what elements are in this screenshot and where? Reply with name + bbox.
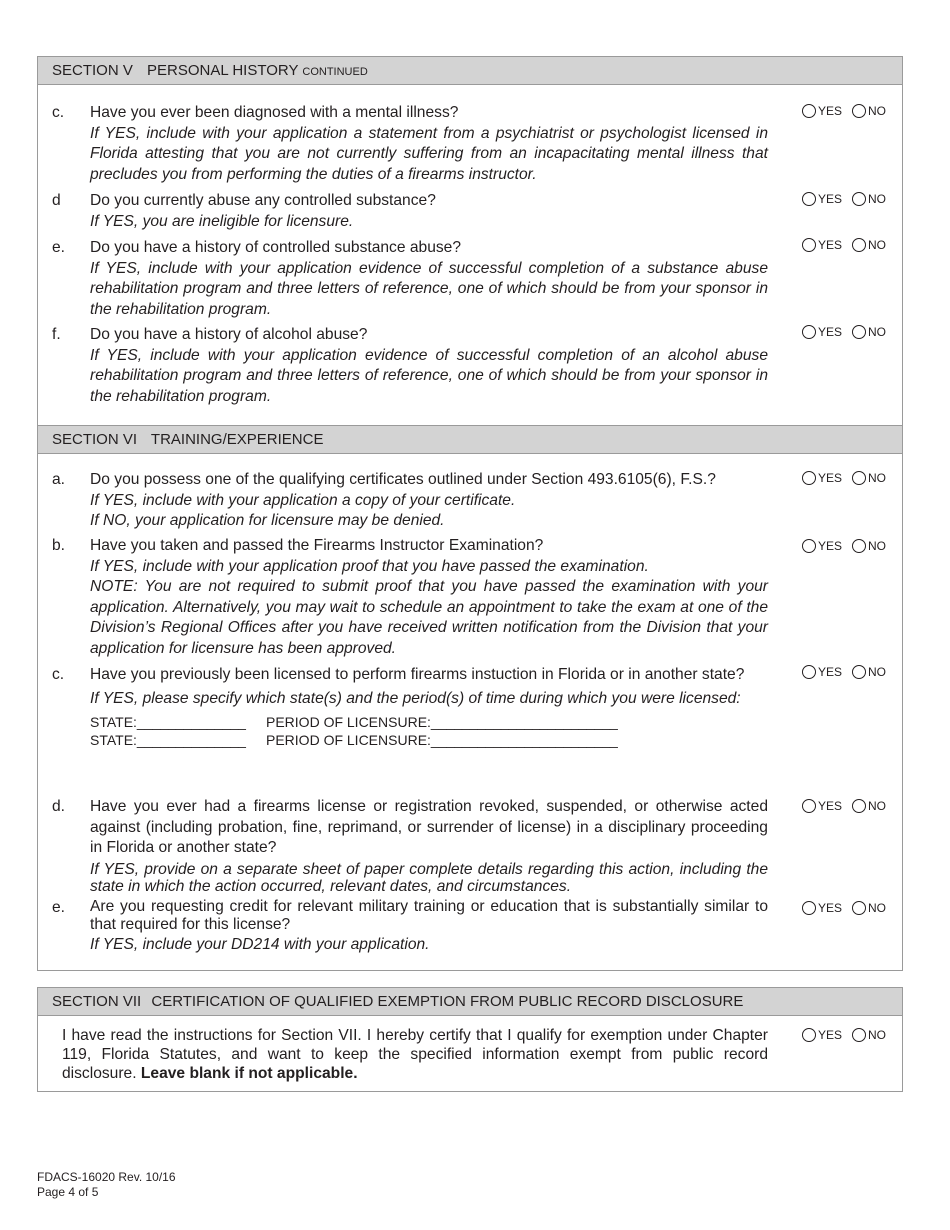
question-note: NOTE: You are not required to submit proof that you have passed the examination with your application. Alternatively, you may wait to schedule an appointment to take the exam at one of the Division’s Regional Offices after you have received written notification from the Division that your application for licensure has been approved. bbox=[90, 578, 768, 657]
yes-radio[interactable] bbox=[802, 104, 816, 118]
yes-radio[interactable] bbox=[802, 325, 816, 339]
period-field[interactable]: PERIOD OF LICENSURE:________________________ bbox=[266, 714, 618, 730]
question-letter: a. bbox=[52, 471, 66, 488]
question-note: If YES, include with your application a copy of your certificate. bbox=[90, 491, 516, 509]
question-letter: b. bbox=[52, 537, 66, 554]
yes-label: YES bbox=[818, 665, 843, 679]
question-text: Do you have a history of alcohol abuse? bbox=[90, 326, 368, 343]
no-label: NO bbox=[868, 192, 887, 206]
yes-no-v-e bbox=[802, 237, 886, 253]
form-number: FDACS-16020 Rev. 10/16 bbox=[37, 1170, 176, 1184]
question-text: Have you ever been diagnosed with a mental illness? bbox=[90, 104, 459, 121]
no-label: NO bbox=[868, 539, 887, 553]
question-text: Do you possess one of the qualifying certificates outlined under Section 493.6105(6), F.S.? bbox=[90, 471, 716, 488]
question-note: If YES, provide on a separate sheet of paper complete details regarding this action, including the state in which the action occurred, relevant dates, and circumstances. bbox=[90, 860, 768, 895]
state-field[interactable]: STATE:______________ bbox=[90, 732, 246, 748]
yes-radio[interactable] bbox=[802, 471, 816, 485]
yes-label: YES bbox=[818, 238, 843, 252]
yes-radio[interactable] bbox=[802, 799, 816, 813]
question-text: Do you have a history of controlled substance abuse? bbox=[90, 239, 462, 256]
licensure-row-1[interactable] bbox=[90, 712, 768, 732]
question-note: If YES, you are ineligible for licensure. bbox=[90, 212, 354, 230]
yes-radio[interactable] bbox=[802, 901, 816, 915]
question-text: Are you requesting credit for relevant military training or education that is substantially similar to that required for this license? bbox=[90, 898, 768, 933]
question-note: If YES, include with your application a statement from a psychiatrist or psychologist licensed in Florida attesting that you are not currently suffering from an incapacitating mental illness that precludes you from performing the duties of a firearms instructor. bbox=[90, 124, 768, 183]
yes-no-vi-d bbox=[802, 798, 886, 814]
question-text: Do you currently abuse any controlled substance? bbox=[90, 192, 436, 209]
no-radio[interactable] bbox=[852, 325, 866, 339]
no-radio[interactable] bbox=[852, 104, 866, 118]
question-note: If YES, include with your application evidence of successful completion of a substance abuse rehabilitation program and three letters of reference, one of which should be from your sponsor in the rehabilitation program. bbox=[90, 259, 768, 318]
section-vii-header bbox=[37, 987, 903, 1016]
section-title: TRAINING/EXPERIENCE bbox=[150, 431, 324, 448]
licensure-row-2[interactable] bbox=[90, 730, 768, 750]
section-vi-header bbox=[37, 425, 903, 454]
question-letter: c. bbox=[52, 104, 65, 121]
question-note: If NO, your application for licensure may be denied. bbox=[90, 512, 445, 529]
question-letter: d bbox=[52, 192, 61, 209]
no-radio[interactable] bbox=[852, 471, 866, 485]
yes-no-v-d bbox=[802, 191, 886, 207]
question-note: If YES, please specify which state(s) and the period(s) of time during which you were licensed: bbox=[90, 689, 741, 707]
no-label: NO bbox=[868, 104, 887, 118]
question-text: Have you previously been licensed to perform firearms instuction in Florida or in another state? bbox=[90, 666, 745, 683]
question-note: If YES, include with your application proof that you have passed the examination. bbox=[90, 557, 649, 575]
question-letter: c. bbox=[52, 666, 65, 683]
no-label: NO bbox=[868, 665, 887, 679]
yes-no-vi-e bbox=[802, 900, 886, 916]
page-number: Page 4 of 5 bbox=[37, 1185, 99, 1199]
question-letter: e. bbox=[52, 899, 66, 916]
no-label: NO bbox=[868, 799, 887, 813]
no-radio[interactable] bbox=[852, 539, 866, 553]
yes-no-vi-c bbox=[802, 664, 886, 680]
question-vi-b bbox=[52, 536, 768, 659]
yes-label: YES bbox=[818, 1028, 843, 1042]
section-number: SECTION V bbox=[52, 62, 133, 79]
yes-radio[interactable] bbox=[802, 665, 816, 679]
yes-label: YES bbox=[818, 799, 843, 813]
no-radio[interactable] bbox=[852, 799, 866, 813]
question-note: If YES, include your DD214 with your application. bbox=[90, 936, 430, 953]
yes-label: YES bbox=[818, 104, 843, 118]
question-letter: e. bbox=[52, 239, 66, 256]
question-v-f bbox=[52, 325, 768, 407]
yes-radio[interactable] bbox=[802, 192, 816, 206]
yes-no-vii bbox=[802, 1027, 886, 1043]
question-vi-a bbox=[52, 470, 768, 532]
yes-label: YES bbox=[818, 471, 843, 485]
certification-instruction: Leave blank if not applicable. bbox=[140, 1065, 358, 1082]
question-letter: f. bbox=[52, 326, 61, 343]
no-label: NO bbox=[868, 325, 887, 339]
yes-no-vi-b bbox=[802, 538, 886, 554]
question-text: Have you ever had a firearms license or registration revoked, suspended, or otherwise acted against (including probation, fine, reprimand, or surrender of license) in a disciplinary proceeding in Florida or another state? bbox=[90, 798, 768, 856]
no-radio[interactable] bbox=[852, 1028, 866, 1042]
yes-no-v-c bbox=[802, 103, 886, 119]
yes-radio[interactable] bbox=[802, 238, 816, 252]
no-label: NO bbox=[868, 1028, 887, 1042]
question-text: Have you taken and passed the Firearms Instructor Examination? bbox=[90, 537, 544, 554]
section-number: SECTION VII bbox=[52, 993, 142, 1010]
question-letter: d. bbox=[52, 798, 66, 815]
no-radio[interactable] bbox=[852, 192, 866, 206]
question-vi-d bbox=[52, 797, 768, 895]
question-v-c bbox=[52, 103, 768, 185]
yes-no-vi-a bbox=[802, 470, 886, 486]
yes-no-v-f bbox=[802, 324, 886, 340]
question-vi-c bbox=[52, 665, 768, 750]
no-radio[interactable] bbox=[852, 238, 866, 252]
no-label: NO bbox=[868, 471, 887, 485]
question-v-e bbox=[52, 238, 768, 320]
section-v-header bbox=[37, 56, 903, 85]
yes-label: YES bbox=[818, 539, 843, 553]
no-label: NO bbox=[868, 238, 887, 252]
question-v-d bbox=[52, 191, 768, 232]
section-title: CERTIFICATION OF QUALIFIED EXEMPTION FROM PUBLIC RECORD DISCLOSURE bbox=[151, 993, 744, 1010]
question-note: If YES, include with your application evidence of successful completion of an alcohol abuse rehabilitation program and three letters of reference, one of which should be from your sponsor in the rehabilitation program. bbox=[90, 346, 768, 405]
yes-label: YES bbox=[818, 325, 843, 339]
no-radio[interactable] bbox=[852, 665, 866, 679]
yes-radio[interactable] bbox=[802, 539, 816, 553]
yes-radio[interactable] bbox=[802, 1028, 816, 1042]
yes-label: YES bbox=[818, 192, 843, 206]
no-label: NO bbox=[868, 901, 887, 915]
page-footer bbox=[37, 1170, 176, 1200]
section-title: PERSONAL HISTORY bbox=[147, 62, 299, 79]
yes-label: YES bbox=[818, 901, 843, 915]
certification-text: I have read the instructions for Section VII. I hereby certify that I qualify for exemption under Chapter 119, Florida Statutes, and want to keep the specified information exempt from public record disclosure. bbox=[62, 1027, 768, 1082]
state-field[interactable]: STATE:______________ bbox=[90, 714, 246, 730]
no-radio[interactable] bbox=[852, 901, 866, 915]
section-number: SECTION VI bbox=[52, 431, 138, 448]
question-vi-e bbox=[52, 898, 768, 956]
period-field[interactable]: PERIOD OF LICENSURE:________________________ bbox=[266, 732, 618, 748]
certification-statement bbox=[62, 1026, 768, 1083]
section-suffix: CONTINUED bbox=[302, 66, 368, 78]
